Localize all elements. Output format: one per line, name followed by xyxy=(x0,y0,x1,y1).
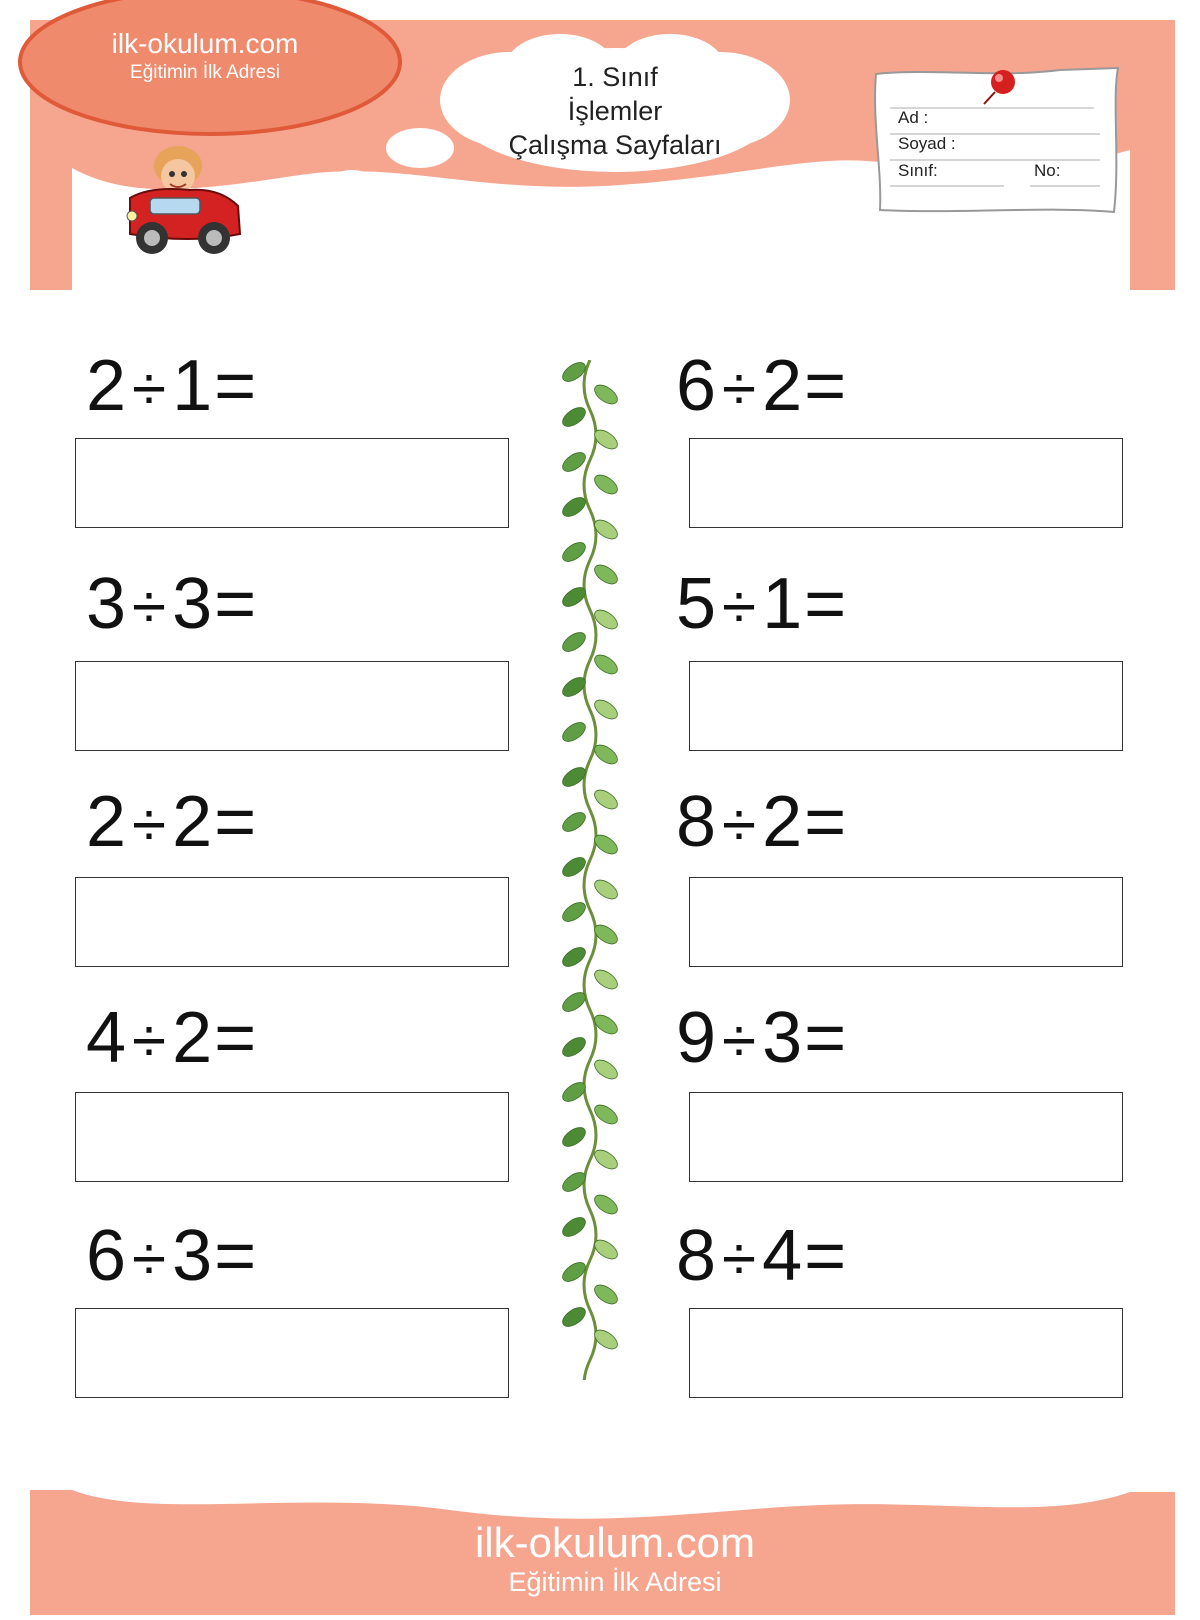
brand-tagline: Eğitimin İlk Adresi xyxy=(130,62,280,83)
vine-leaf xyxy=(559,899,588,925)
problem-right-3: 8÷2= xyxy=(676,782,849,862)
problem-right-5: 8÷4= xyxy=(676,1216,849,1296)
student-info-card xyxy=(876,68,1120,218)
brand-name: ilk-okulum.com xyxy=(111,28,299,59)
first-name-label: Ad : xyxy=(898,108,929,127)
problem-right-4: 9÷3= xyxy=(676,998,849,1078)
answer-box-right-4[interactable] xyxy=(689,1092,1123,1182)
footer-brand-name: ilk-okulum.com xyxy=(474,1519,756,1566)
answer-box-right-1[interactable] xyxy=(689,438,1123,528)
vine-leaf xyxy=(591,1191,620,1217)
vine-leaf xyxy=(559,719,588,745)
vine-leaf xyxy=(559,1304,588,1330)
vine-leaf xyxy=(591,786,620,812)
vine-leaf xyxy=(559,404,588,430)
answer-box-right-2[interactable] xyxy=(689,661,1123,751)
vine-leaf xyxy=(559,1214,588,1240)
vine-leaf xyxy=(591,876,620,902)
vine-leaf xyxy=(591,1146,620,1172)
vine-leaf xyxy=(559,449,588,475)
answer-box-right-5[interactable] xyxy=(689,1308,1123,1398)
vine-leaf xyxy=(559,944,588,970)
brand-logo xyxy=(90,28,320,84)
problem-left-3: 2÷2= xyxy=(86,782,259,862)
surname-label: Soyad : xyxy=(898,134,956,153)
vine-leaf xyxy=(559,1034,588,1060)
answer-box-left-4[interactable] xyxy=(75,1092,509,1182)
vine-leaf xyxy=(591,381,620,407)
vine-leaf xyxy=(591,696,620,722)
worksheet-title xyxy=(470,60,760,162)
problem-right-2: 5÷1= xyxy=(676,564,849,644)
answer-box-left-1[interactable] xyxy=(75,438,509,528)
vine-leaf xyxy=(591,651,620,677)
problem-right-1: 6÷2= xyxy=(676,346,849,426)
vine-leaf xyxy=(591,471,620,497)
vine-leaf xyxy=(559,629,588,655)
car-mascot-illustration xyxy=(120,138,248,260)
vine-stem xyxy=(584,360,596,1380)
class-label: Sınıf: xyxy=(898,161,938,180)
vine-divider-illustration xyxy=(540,360,640,1380)
number-label: No: xyxy=(1034,161,1061,180)
title-topic: İşlemler xyxy=(567,96,663,126)
answer-box-right-3[interactable] xyxy=(689,877,1123,967)
vine-leaf xyxy=(591,561,620,587)
vine-leaf xyxy=(559,1124,588,1150)
title-subtitle: Çalışma Sayfaları xyxy=(508,130,722,160)
answer-box-left-3[interactable] xyxy=(75,877,509,967)
vine-leaf xyxy=(591,966,620,992)
answer-box-left-2[interactable] xyxy=(75,661,509,751)
answer-box-left-5[interactable] xyxy=(75,1308,509,1398)
vine-leaf xyxy=(591,1056,620,1082)
footer-brand xyxy=(0,1520,1200,1598)
vine-leaf xyxy=(559,809,588,835)
problem-left-2: 3÷3= xyxy=(86,564,259,644)
vine-leaf xyxy=(591,1281,620,1307)
problem-left-4: 4÷2= xyxy=(86,998,259,1078)
title-grade: 1. Sınıf xyxy=(572,62,658,92)
vine-leaf xyxy=(559,539,588,565)
footer-brand-tagline: Eğitimin İlk Adresi xyxy=(508,1567,722,1597)
problem-left-5: 6÷3= xyxy=(86,1216,259,1296)
problem-left-1: 2÷1= xyxy=(86,346,259,426)
